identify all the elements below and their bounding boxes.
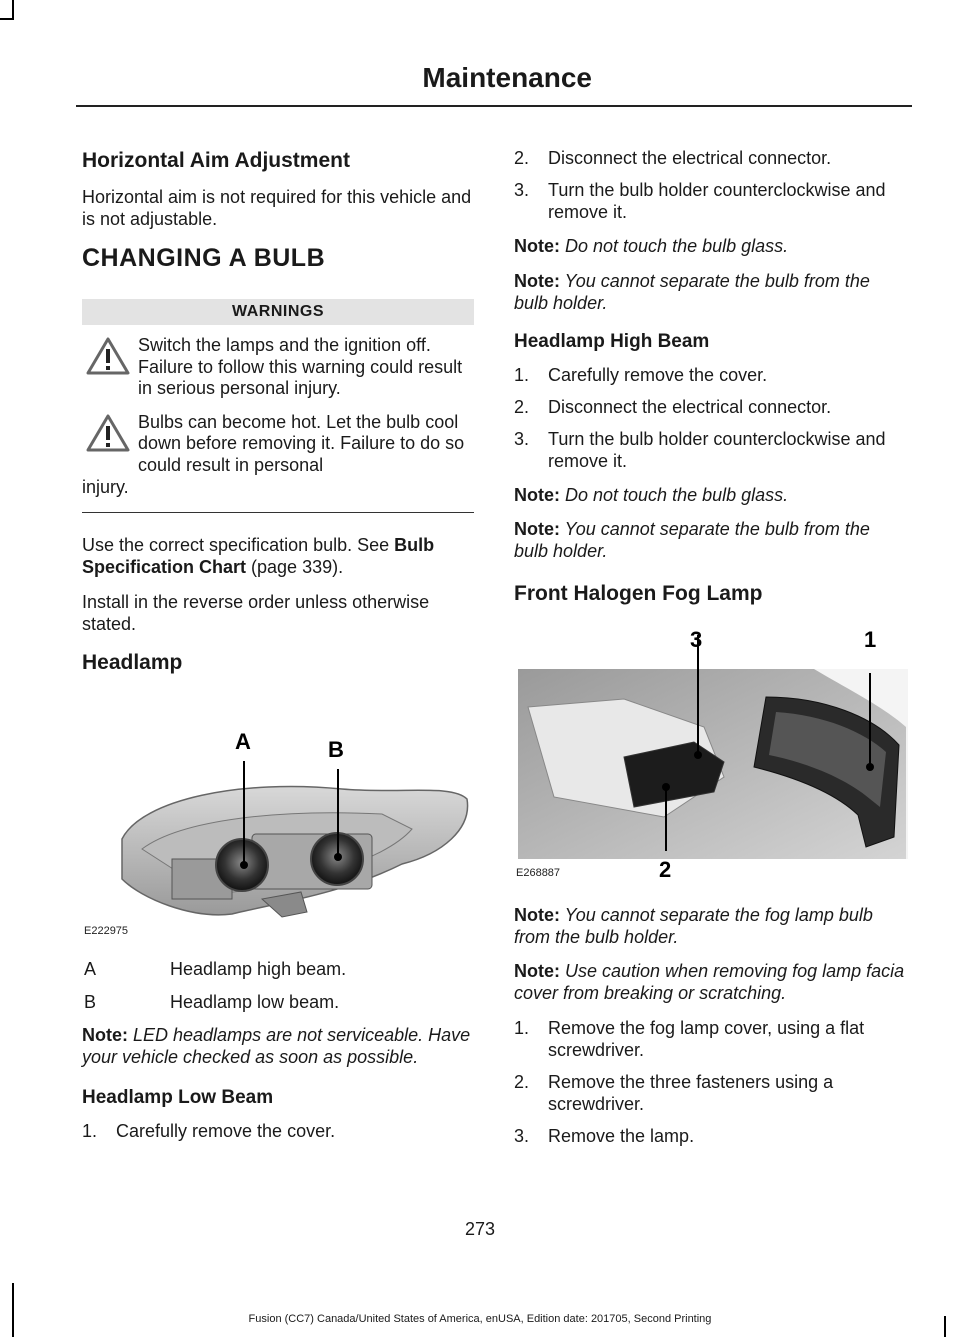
note-text: You cannot separate the bulb from the bulb holder. (514, 270, 870, 313)
warning-text: Switch the lamps and the ignition off. Failure to follow this warning could result in serious personal injury. (138, 335, 463, 399)
spec-paragraph (82, 535, 474, 579)
step-number: 1. (514, 364, 530, 385)
step-text: Carefully remove the cover. (116, 1121, 336, 1142)
warning-text-continued: injury. (82, 476, 129, 497)
callout-1: 1 (864, 626, 877, 652)
low-beam-steps-continued (514, 148, 908, 224)
horizontal-aim-body: Horizontal aim is not required for this vehicle and is not adjustable. (82, 187, 472, 230)
legend-key: B (84, 992, 97, 1013)
step-text: Turn the bulb holder counterclockwise and remove it. (548, 179, 886, 222)
legend-key: A (84, 959, 97, 980)
note-text: You cannot separate the fog lamp bulb from the bulb holder. (514, 904, 873, 947)
fog-lamp-steps (514, 1018, 908, 1148)
note (514, 271, 908, 315)
step-text: Remove the lamp. (548, 1126, 695, 1147)
fog-lamp-heading: Front Halogen Fog Lamp (514, 582, 763, 606)
headlamp-heading: Headlamp (82, 651, 183, 675)
warnings-rule (82, 512, 474, 513)
step-number: 1. (82, 1121, 98, 1142)
list-item (82, 1121, 474, 1143)
list-item (514, 148, 908, 170)
note-label: Note: (514, 484, 560, 505)
right-column (514, 148, 908, 1160)
fog-lamp-figure (514, 627, 908, 887)
page-section-title: Maintenance (422, 62, 592, 93)
warning-item (82, 412, 474, 477)
spec-page-ref: (page 339). (246, 557, 344, 578)
crop-mark-bottom-left (12, 1283, 14, 1337)
note-label: Note: (514, 519, 560, 540)
headlamp-figure-id: E222975 (84, 925, 129, 938)
step-number: 2. (514, 148, 530, 168)
list-item (514, 1072, 908, 1116)
crop-mark-top-left (12, 0, 14, 20)
step-number: 2. (514, 1072, 530, 1093)
fog-lamp-illustration (514, 627, 910, 883)
list-item (514, 365, 908, 387)
note (514, 236, 908, 258)
high-beam-steps (514, 365, 908, 473)
legend-row (82, 992, 474, 1013)
note-text: You cannot separate the bulb from the bulb holder. (514, 519, 870, 562)
step-number: 1. (514, 1018, 530, 1039)
warnings-box (82, 299, 474, 513)
legend-row (82, 959, 474, 980)
step-number: 3. (514, 1126, 530, 1147)
fog-lamp-figure-id: E268887 (516, 866, 561, 879)
page-footer: Fusion (CC7) Canada/United States of America, enUSA, Edition date: 201705, Second Printing (248, 1313, 712, 1325)
callout-b: B (328, 737, 344, 763)
step-text: Disconnect the electrical connector. (548, 148, 832, 168)
note-text: Use caution when removing fog lamp facia cover from breaking or scratching. (514, 961, 905, 1004)
note-label: Note: (514, 270, 560, 291)
step-number: 3. (514, 179, 530, 200)
step-text: Remove the fog lamp cover, using a flat screwdriver. (548, 1018, 865, 1061)
list-item (514, 180, 908, 224)
callout-2: 2 (659, 856, 672, 882)
page-number: 273 (464, 1219, 496, 1239)
note-label: Note: (514, 961, 560, 982)
callout-3: 3 (690, 626, 703, 652)
crop-mark-top-left-h (0, 18, 14, 20)
step-text: Disconnect the electrical connector. (548, 396, 832, 417)
low-beam-steps (82, 1121, 474, 1143)
warning-text: Bulbs can become hot. Let the bulb cool down before removing it. Failure to do so could result in personal (138, 411, 465, 476)
warning-triangle-icon (86, 337, 130, 375)
note (514, 905, 908, 949)
list-item (514, 1018, 908, 1062)
step-text: Carefully remove the cover. (548, 364, 768, 385)
bulb-spec-chart-link[interactable]: Bulb Specification Chart (82, 535, 435, 578)
left-column (82, 148, 474, 1155)
note-text: Do not touch the bulb glass. (560, 235, 789, 256)
list-item (514, 397, 908, 419)
install-paragraph: Install in the reverse order unless otherwise stated. (82, 592, 430, 635)
list-item (514, 1126, 908, 1148)
legend-value: Headlamp high beam. (170, 959, 347, 980)
horizontal-aim-heading: Horizontal Aim Adjustment (82, 149, 350, 172)
warning-triangle-icon (86, 414, 130, 452)
step-number: 3. (514, 428, 530, 449)
headlamp-figure (82, 689, 474, 941)
note (514, 485, 908, 507)
header-rule (76, 105, 912, 107)
legend-value: Headlamp low beam. (170, 992, 340, 1013)
step-number: 2. (514, 396, 530, 417)
note-text: Do not touch the bulb glass. (560, 484, 789, 505)
list-item (514, 429, 908, 473)
headlamp-illustration (82, 689, 474, 939)
low-beam-heading: Headlamp Low Beam (82, 1087, 274, 1109)
spec-text: Use the correct specification bulb. See (82, 535, 395, 556)
callout-a: A (235, 729, 251, 755)
warnings-label: WARNINGS (82, 299, 474, 325)
changing-bulb-heading: CHANGING A BULB (82, 244, 326, 273)
headlamp-note (82, 1025, 474, 1069)
note-label: Note: (514, 904, 560, 925)
high-beam-heading: Headlamp High Beam (514, 330, 710, 352)
step-text: Remove the three fasteners using a screwdriver. (548, 1072, 834, 1115)
step-text: Turn the bulb holder counterclockwise and remove it. (548, 428, 886, 471)
note-label: Note: (514, 235, 560, 256)
note (514, 519, 908, 563)
note-text: LED headlamps are not serviceable. Have your vehicle checked as soon as possible. (82, 1025, 471, 1068)
note (514, 961, 908, 1005)
warning-item (82, 335, 474, 400)
note-label: Note: (82, 1025, 128, 1046)
